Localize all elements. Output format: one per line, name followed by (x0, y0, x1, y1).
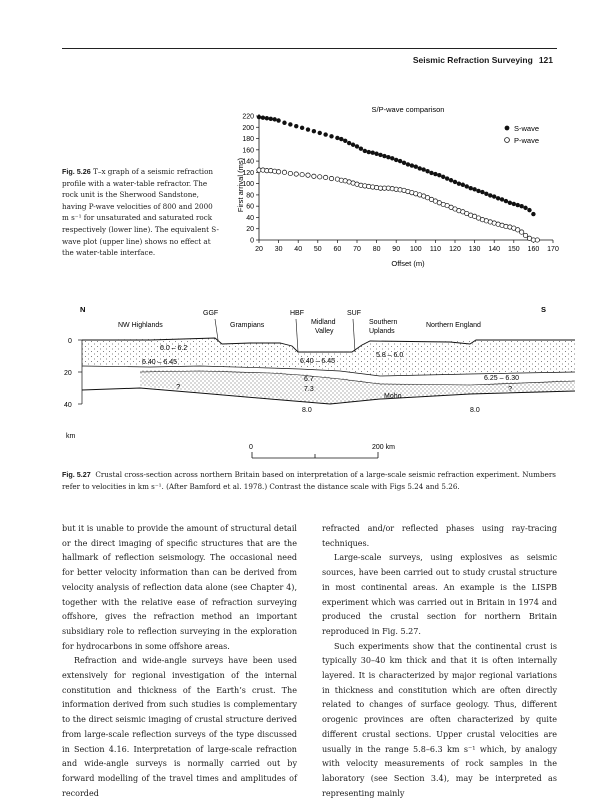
paragraph: Such experiments show that the continental crust is typically 30–40 km thick and that it is often internally layered. It is characterized by major regional variations in thickness and constitution which are often directly related to changes of surface geology. Thus, different orogenic provinces are often characterized by quite different crustal sections. Upper crustal velocities are usually in the range 5.8–6.3 km s⁻¹ which, by analogy with velocity measurements of rock samples in the laboratory (see Section 3.4), may be interpreted as representing mainly (322, 641, 557, 798)
p-wave-point (282, 170, 286, 174)
p-wave-point (312, 174, 316, 178)
x-tick-label: 140 (488, 246, 501, 253)
s-wave-point (402, 161, 406, 165)
s-wave-point (347, 141, 351, 145)
s-wave-point (476, 189, 480, 193)
x-tick-label: 110 (429, 246, 441, 253)
fault-hbf: HBF (290, 310, 304, 317)
s-wave-point (523, 206, 527, 210)
velocity-label: 6.25 – 6.30 (484, 375, 520, 382)
page-number: 121 (538, 55, 553, 65)
s-wave-point (516, 203, 520, 207)
s-wave-point (276, 118, 280, 122)
running-title: Seismic Refraction Surveying (412, 55, 533, 65)
region-midland: Midland (311, 319, 336, 326)
fig26-caption-text: T–x graph of a seismic refraction profile with a water-table refractor. The rock unit is the Sherwood Sandstone, having P-wave velocities of 800 and 2000 m s⁻¹ for unsaturated and saturated rock respectively (lower line). The equivalent S-wave plot (upper line) shows no effect at the water-table interface. (62, 167, 219, 258)
s-wave-point (312, 129, 316, 133)
y-tick-label: 0 (250, 237, 254, 245)
paragraph: refracted and/or reflected phases using ray-tracing techniques. (322, 524, 557, 548)
p-wave-point (306, 173, 310, 177)
unknown-marker: ? (508, 384, 513, 393)
paragraph: but it is unable to provide the amount of structural detail or the direct imaging of specific structures that are the hallmark of reflection seismology. The occasional need for better velocity information than can be derived from velocity analysis of reflection data alone (see Chapter 4), together with the relative ease of refraction surveying offshore, gives the refraction method an important subsidiary role to reflection surveying in the exploration for hydrocarbons in some offshore areas. (62, 524, 297, 651)
s-wave-point (527, 208, 531, 212)
region-valley: Valley (315, 328, 334, 335)
crustal-cross-section (0, 296, 613, 466)
x-tick-label: 130 (468, 246, 481, 253)
s-wave-point (414, 165, 418, 169)
s-wave-point (480, 190, 484, 194)
s-wave-point (329, 134, 333, 138)
body-column-right (322, 522, 557, 801)
fault-ggf-line (215, 319, 218, 340)
s-wave-point (272, 117, 276, 121)
s-wave-point (306, 127, 310, 131)
s-wave-point (359, 146, 363, 150)
x-tick-label: 70 (353, 246, 361, 253)
x-tick-label: 90 (392, 246, 401, 253)
p-wave-point (318, 175, 322, 179)
y-tick-label: 180 (242, 136, 254, 144)
s-wave-point (394, 158, 398, 162)
s-wave-point (288, 122, 292, 126)
s-wave-point (367, 150, 371, 154)
s-wave-point (457, 181, 461, 185)
s-wave-point (496, 196, 500, 200)
s-wave-point (343, 139, 347, 143)
s-wave-point (418, 166, 422, 170)
s-wave-point (441, 175, 445, 179)
s-wave-point (472, 187, 476, 191)
region-uplands: Uplands (369, 328, 395, 335)
p-wave-point (519, 230, 523, 234)
s-wave-point (410, 163, 414, 167)
x-axis-label: Offset (m) (391, 259, 425, 268)
s-wave-point (269, 117, 273, 121)
y-axis-label: First arrival (ms) (236, 157, 245, 213)
velocity-label: 6.40 – 6.45 (142, 359, 178, 366)
s-wave-point (382, 154, 386, 158)
chart-marks (257, 115, 540, 242)
chart-axes (259, 114, 553, 240)
s-wave-point (318, 131, 322, 135)
velocity-label: 7.3 (304, 386, 314, 393)
s-wave-point (398, 159, 402, 163)
legend-label-p-wave: P-wave (514, 136, 540, 145)
s-wave-point (488, 193, 492, 197)
y-tick-label: 200 (242, 124, 254, 132)
unknown-marker: ? (176, 382, 181, 391)
north-label: N (80, 305, 86, 314)
fig27-caption (62, 469, 557, 492)
y-tick-label: 80 (246, 192, 254, 200)
s-wave-point (437, 173, 441, 177)
fault-suf: SUF (347, 310, 361, 317)
s-wave-point (265, 116, 269, 120)
s-wave-point (363, 149, 367, 153)
y-tick-label: 220 (242, 113, 254, 121)
s-wave-point (300, 126, 304, 130)
s-wave-point (257, 115, 261, 119)
p-wave-point (323, 175, 327, 179)
s-wave-point (519, 204, 523, 208)
legend-marker-s-wave (505, 126, 510, 131)
x-tick-label: 150 (507, 246, 520, 253)
s-wave-point (504, 199, 508, 203)
s-wave-point (512, 202, 516, 206)
paragraph: Large-scale surveys, using explosives as seismic sources, have been carried out to study crustal structure in most continental areas. An example is the LISPB experiment which was carried out in Britain in 1974 and produced the crustal section for northern Britain reproduced in Fig. 5.27. (322, 553, 557, 636)
s-wave-point (386, 155, 390, 159)
fault-suf-line (353, 319, 355, 352)
legend-marker-p-wave (505, 138, 510, 143)
x-tick-label: 40 (294, 246, 303, 253)
fig27-label: Fig. 5.27 (62, 470, 91, 479)
p-wave-point (276, 170, 280, 174)
y-tick-label: 100 (242, 181, 254, 189)
depth-tick-label: 40 (64, 402, 72, 409)
velocity-label: 6.0 – 6.2 (160, 345, 188, 352)
velocity-label: 6.7 (304, 376, 314, 383)
region-grampians: Grampians (230, 322, 265, 329)
s-wave-point (531, 212, 535, 216)
y-tick-label: 60 (246, 203, 254, 211)
s-wave-point (282, 121, 286, 125)
x-tick-label: 20 (255, 246, 263, 253)
s-wave-point (390, 156, 394, 160)
s-wave-point (339, 137, 343, 141)
s-wave-point (261, 115, 265, 119)
paragraph: Refraction and wide-angle surveys have been used extensively for regional investigation of the internal constitution and thickness of the Earth’s crust. The information derived from such studies is complementary to the direct seismic imaging of crustal structure derived from large-scale reflection surveys of the type discussed in Section 4.16. Interpretation of large-scale refraction and wide-angle surveys is normally carried out by forward modelling of the travel times and amplitudes of recorded (62, 656, 297, 798)
y-tick-label: 140 (242, 158, 254, 166)
s-wave-point (370, 150, 374, 154)
velocity-label: 8.0 (302, 407, 312, 414)
depth-unit-label: km (66, 433, 76, 440)
scale-start-label: 0 (249, 444, 253, 451)
x-tick-label: 80 (372, 246, 381, 253)
fig27-caption-text: Crustal cross-section across northern Britain based on interpretation of a large-scale seismic refraction experiment. Numbers refer to velocities in km s⁻¹. (After Bamford et al. 1978.) Contrast the distance scale with Figs 5.24 and 5.26. (62, 470, 556, 491)
south-label: S (541, 305, 547, 314)
chart-legend (505, 124, 539, 145)
moho-label: Moho (384, 393, 402, 400)
velocity-label: 6.40 – 6.45 (300, 358, 336, 365)
s-wave-point (374, 152, 378, 156)
chart-ticks (242, 114, 559, 254)
x-tick-label: 120 (449, 246, 461, 253)
s-wave-point (453, 180, 457, 184)
legend-label-s-wave: S-wave (514, 124, 540, 133)
x-tick-label: 160 (527, 246, 540, 253)
region-southern: Southern (369, 319, 398, 326)
s-wave-point (500, 197, 504, 201)
x-tick-label: 60 (333, 246, 342, 253)
fig26-caption (62, 166, 220, 259)
s-wave-point (461, 183, 465, 187)
y-tick-label: 20 (246, 226, 254, 234)
s-wave-point (421, 167, 425, 171)
region-nw-highlands: NW Highlands (118, 322, 163, 329)
fault-ggf: GGF (203, 310, 219, 317)
body-column-left (62, 522, 297, 801)
s-wave-point (355, 144, 359, 148)
s-wave-point (294, 124, 298, 128)
fault-hbf-line (296, 319, 298, 352)
s-wave-point (323, 132, 327, 136)
s-wave-point (449, 178, 453, 182)
x-tick-label: 50 (313, 246, 322, 253)
s-wave-point (351, 143, 355, 147)
p-wave-point (300, 172, 304, 176)
p-wave-point (288, 171, 292, 175)
y-tick-label: 160 (242, 147, 254, 155)
depth-tick-label: 20 (64, 370, 72, 377)
x-tick-label: 170 (547, 246, 559, 253)
y-tick-label: 40 (246, 214, 254, 222)
s-wave-point (429, 171, 433, 175)
p-wave-point (535, 238, 539, 242)
s-wave-point (433, 172, 437, 176)
s-wave-point (378, 153, 382, 157)
fig26-label: Fig. 5.26 (62, 167, 91, 176)
s-wave-point (335, 136, 339, 140)
s-wave-point (425, 169, 429, 173)
s-wave-point (484, 192, 488, 196)
y-tick-label: 120 (242, 169, 254, 177)
p-wave-point (523, 233, 527, 237)
p-wave-point (294, 172, 298, 176)
s-wave-point (468, 186, 472, 190)
velocity-label: 5.8 – 6.0 (376, 352, 404, 359)
p-wave-point (329, 176, 333, 180)
depth-tick-label: 0 (68, 338, 72, 345)
chart-title: S/P-wave comparison (371, 105, 445, 114)
s-wave-point (492, 194, 496, 198)
scale-end-label: 200 km (372, 444, 395, 451)
region-northern-england: Northern England (426, 322, 481, 329)
s-wave-point (406, 162, 410, 166)
x-tick-label: 30 (274, 246, 283, 253)
s-wave-point (465, 184, 469, 188)
x-tick-label: 100 (409, 246, 422, 253)
s-wave-point (445, 176, 449, 180)
velocity-label: 8.0 (470, 407, 480, 414)
s-wave-point (508, 201, 512, 205)
